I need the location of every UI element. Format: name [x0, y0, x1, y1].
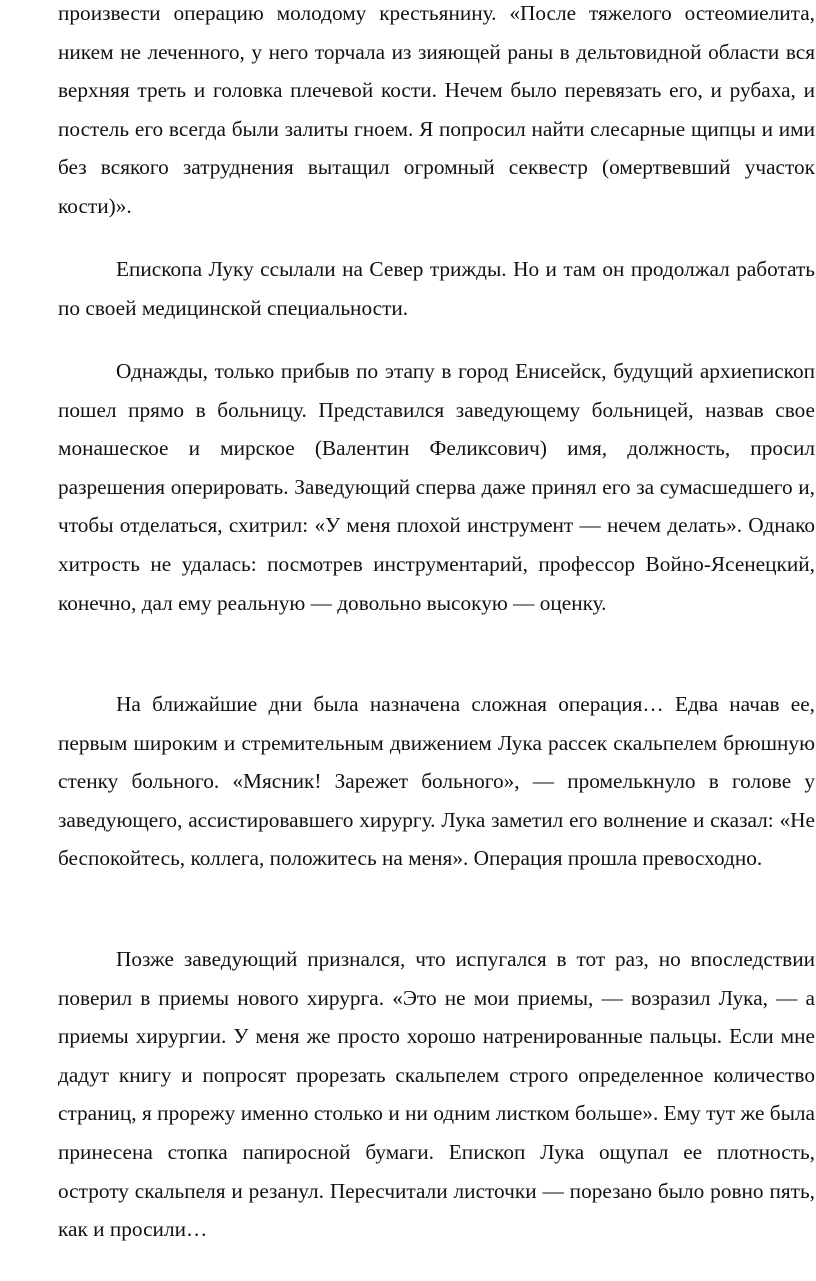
paragraph: Позже заведующий признался, что испугался в тот раз, но впоследствии поверил в приемы нового хирурга. «Это не мои приемы, — возразил Лука, — а приемы хирургии. У меня же просто хорошо натренированные пальцы. Если мне дадут книгу и попросят прорезать скальпелем строго определенное количество страниц, я прорежу именно столько и ни одним листком больше». Ему тут же была принесена стопка папиросной бумаги. Епископ Лука ощупал ее плотность, остроту скальпеля и резанул. Пересчитали листочки — порезано было ровно пять, как и просили…: [58, 947, 815, 1242]
paragraph: На ближайшие дни была назначена сложная операция… Едва начав ее, первым широким и стремительным движением Лука рассек скальпелем брюшную стенку больного. «Мясник! Зарежет больного», — промелькнуло в голове у заведующего, ассистировавшего хирургу. Лука заметил его волнение и сказал: «Не беспокойтесь, коллега, положитесь на меня». Операция прошла превосходно.: [58, 692, 815, 871]
paragraph: Однажды, только прибыв по этапу в город Енисейск, будущий архиепископ пошел прямо в больницу. Представился заведующему больницей, назвав свое монашеское и мирское (Валентин Феликсович) имя, должность, просил разрешения оперировать. Заведующий сперва даже принял его за сумасшедшего и, чтобы отделаться, схитрил: «У меня плохой инструмент — нечем делать». Однако хитрость не удалась: посмотрев инструментарий, профессор Войно-Ясенецкий, конечно, дал ему реальную — довольно высокую — оценку.: [58, 359, 815, 615]
paragraph-continued: произвести операцию молодому крестьянину. «После тяжелого остеомиелита, никем не леченного, у него торчала из зияющей раны в дельтовидной области вся верхняя треть и головка плечевой кости. Нечем было перевязать его, и рубаха, и постель его всегда были залиты гноем. Я попросил найти слесарные щипцы и ими без всякого затруднения вытащил огромный секвестр (омертвевший участок кости)».: [58, 1, 815, 218]
paragraph: Епископа Луку ссылали на Север трижды. Но и там он продолжал работать по своей медицинской специальности.: [58, 257, 815, 320]
